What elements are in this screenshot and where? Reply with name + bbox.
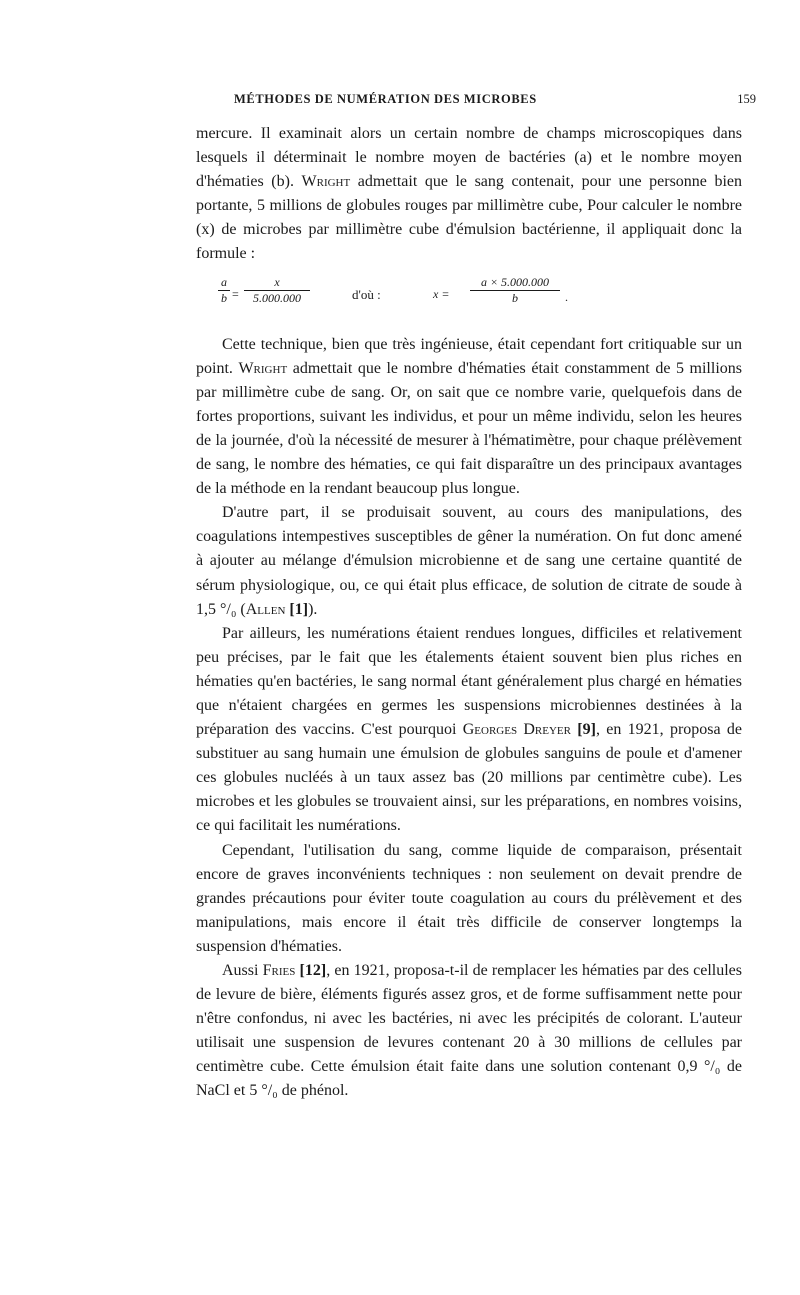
fraction-x-over-5m: $\frac{x}{5.000.000}$ [244,275,310,306]
paragraph-5: Cependant, l'utilisation du sang, comme liquide de comparaison, présentait encore de graves inconvénients techniques : non seulement on devait prendre de grandes précautions pour éviter toute coagulation au cours du prélèvement et des manipulations, mais encore il était très difficile de conserver longtemps la suspension d'hématies. [196,841,742,955]
citation-ref: [1] [285,600,309,618]
page-header [196,92,756,112]
equals-sign: = [232,286,239,301]
paragraph-2: Cette technique, bien que très ingénieuse, était cependant fort critiquable sur un point. Wright admettait que le nombre d'hématies était constamment de 5 millions par millimètre cube de sang. Or, on sait que ce nombre varie, quelquefois dans de fortes proportions, suivant les individus, et pour un même individu, selon les heures de la journée, d'où la nécessité de mesurer à l'hématimètre, pour chaque prélèvement de sang, le nombre des hématies, ce qui fait disparaître un des principaux avantages de la méthode en la rendant beaucoup plus longue. [196,335,742,498]
author-name: Wright [301,173,351,191]
paragraph-6: Aussi Fries [12], en 1921, proposa-t-il de remplacer les hématies par des cellules de levure de bière, éléments figurés assez gros, et de forme suffisamment nette pour n'être confondus, ni avec les bactéries, ni avec les précipités de colorant. L'auteur utilisait une suspension de levures contenant 20 à 30 millions de cellules par centimètre cube. Cette émulsion était faite dans une solution contenant 0,9 °/₀ de NaCl et 5 °/₀ de phénol. [196,962,742,1100]
author-name: Allen [245,600,286,618]
fraction-result: $\frac{a \times 5.000.000}{b}$ [470,275,560,306]
formula-connector: d'où : [352,286,381,302]
x-equals: x = [433,286,450,301]
author-name: Fries [262,962,296,979]
paragraph-4: Par ailleurs, les numérations étaient rendues longues, difficiles et relativement peu précises, par le fait que les étalements étaient souvent bien plus riches en hématies qu'en bactéries, le sang normal étant généralement plus chargé en hématies que n'étaient chargées en germes les suspensions microbiennes destinées à la préparation des vaccins. C'est pourquoi Georges Dreyer [9], en 1921, proposa de substituer au sang humain une émulsion de globules sanguins de poule et d'amener ces globules nucléés à un taux assez bas (20 millions par centimètre cube). Les microbes et les globules se trouvaient ainsi, sur les préparations, en nombres voisins, ce qui facilitait les numérations. [196,624,742,835]
formula-period: . [565,289,568,304]
citation-ref: [12] [295,962,327,979]
formula [196,271,742,327]
paragraph-3: D'autre part, il se produisait souvent, au cours des manipulations, des coagulations intempestives susceptibles de gêner la numération. On fut donc amené à ajouter au mélange d'émulsion microbienne et de sang une certaine quantité de sérum physiologique, ou, ce qui était plus efficace, de solution de citrate de soude à 1,5 °/₀ (Allen [1]). [196,504,742,618]
page-number: 159 [737,92,756,106]
fraction-a-over-b: $\frac{a}{b}$ [218,275,230,306]
body-text [196,122,742,1104]
citation-ref: [9] [571,721,596,739]
running-title: MÉTHODES DE NUMÉRATION DES MICROBES [234,92,537,106]
author-name: Wright [238,359,288,377]
author-name: Georges Dreyer [462,721,571,739]
paragraph-1: mercure. Il examinait alors un certain nombre de champs microscopiques dans lesquels il déterminait le nombre moyen de bactéries (a) et le nombre moyen d'hématies (b). Wright admettait que le sang contenait, pour une personne bien portante, 5 millions de globules rouges par millimètre cube, Pour calculer le nombre (x) de microbes par millimètre cube d'émulsion bactérienne, il appliquait donc la formule : [196,125,742,263]
